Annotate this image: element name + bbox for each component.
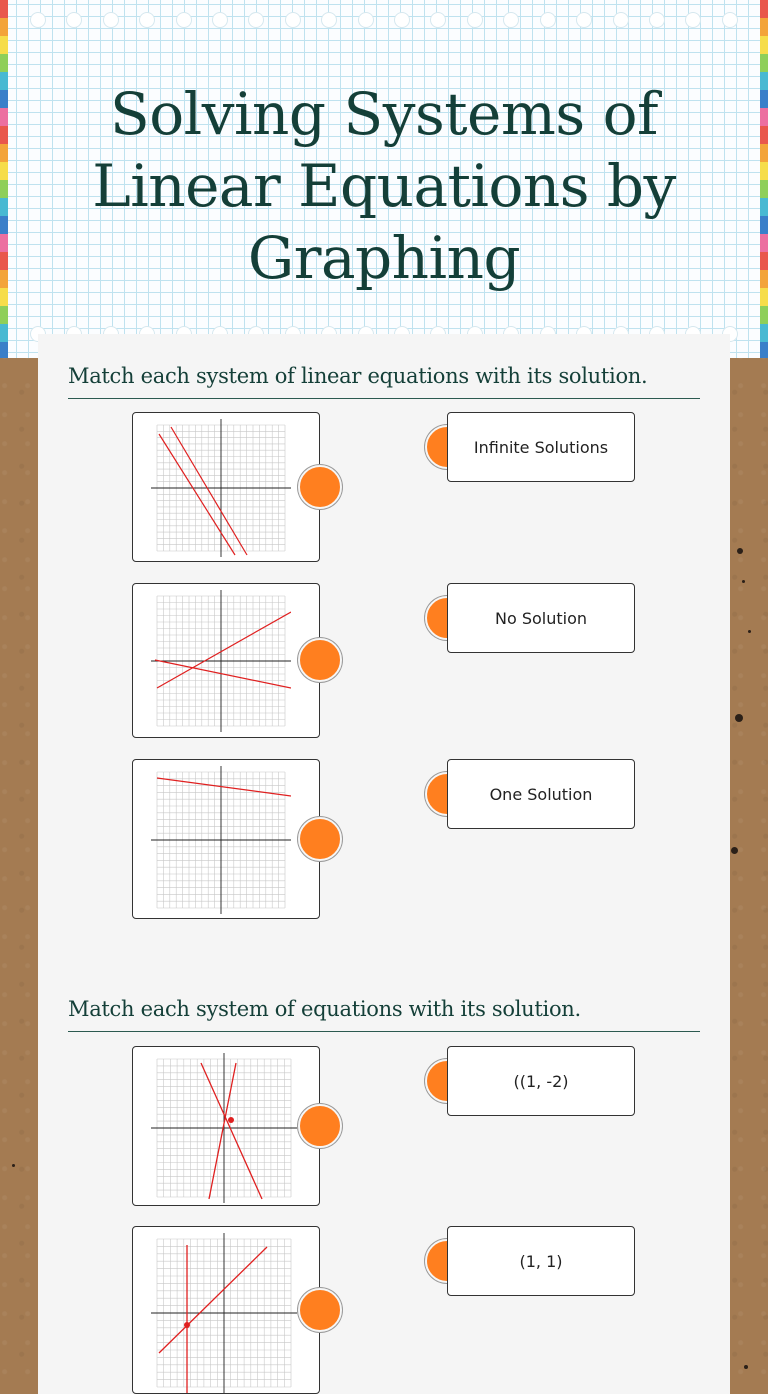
graph-2-match-dot[interactable] bbox=[298, 638, 342, 682]
answer-card-no-solution[interactable]: No Solution bbox=[447, 583, 635, 653]
background-speck bbox=[748, 630, 751, 633]
section-2-heading: Match each system of equations with its solution. bbox=[68, 997, 700, 1032]
graph-1-match-dot[interactable] bbox=[298, 465, 342, 509]
background-speck bbox=[744, 1365, 748, 1369]
graph-card-3[interactable] bbox=[132, 759, 320, 919]
graph-5 bbox=[151, 1233, 297, 1393]
answer-card-point-1-1[interactable]: (1, 1) bbox=[447, 1226, 635, 1296]
graph-card-4[interactable] bbox=[132, 1046, 320, 1206]
background-speck bbox=[731, 847, 738, 854]
graph-3-match-dot[interactable] bbox=[298, 817, 342, 861]
rainbow-edge-right bbox=[760, 0, 768, 358]
answer-card-point-1-neg2[interactable]: ((1, -2) bbox=[447, 1046, 635, 1116]
graph-card-1[interactable] bbox=[132, 412, 320, 562]
background-speck bbox=[742, 580, 745, 583]
graph-card-2[interactable] bbox=[132, 583, 320, 738]
graph-paper-header bbox=[0, 0, 768, 358]
worksheet-panel bbox=[38, 334, 730, 1394]
graph-5-match-dot[interactable] bbox=[298, 1288, 342, 1332]
graph-card-5[interactable] bbox=[132, 1226, 320, 1394]
background-speck bbox=[737, 548, 743, 554]
background-speck bbox=[12, 1164, 15, 1167]
section-1-heading: Match each system of linear equations with its solution. bbox=[68, 364, 700, 399]
answer-card-infinite-solutions[interactable]: Infinite Solutions bbox=[447, 412, 635, 482]
answer-card-one-solution[interactable]: One Solution bbox=[447, 759, 635, 829]
graph-1 bbox=[151, 419, 291, 557]
graph-3 bbox=[151, 766, 291, 914]
page-title: Solving Systems of Linear Equations by Graphing bbox=[92, 80, 676, 292]
graph-4 bbox=[151, 1053, 297, 1203]
background-speck bbox=[735, 714, 743, 722]
graph-2 bbox=[151, 590, 291, 732]
graph-4-match-dot[interactable] bbox=[298, 1104, 342, 1148]
rainbow-edge-left bbox=[0, 0, 8, 358]
binder-holes-top bbox=[30, 12, 738, 32]
